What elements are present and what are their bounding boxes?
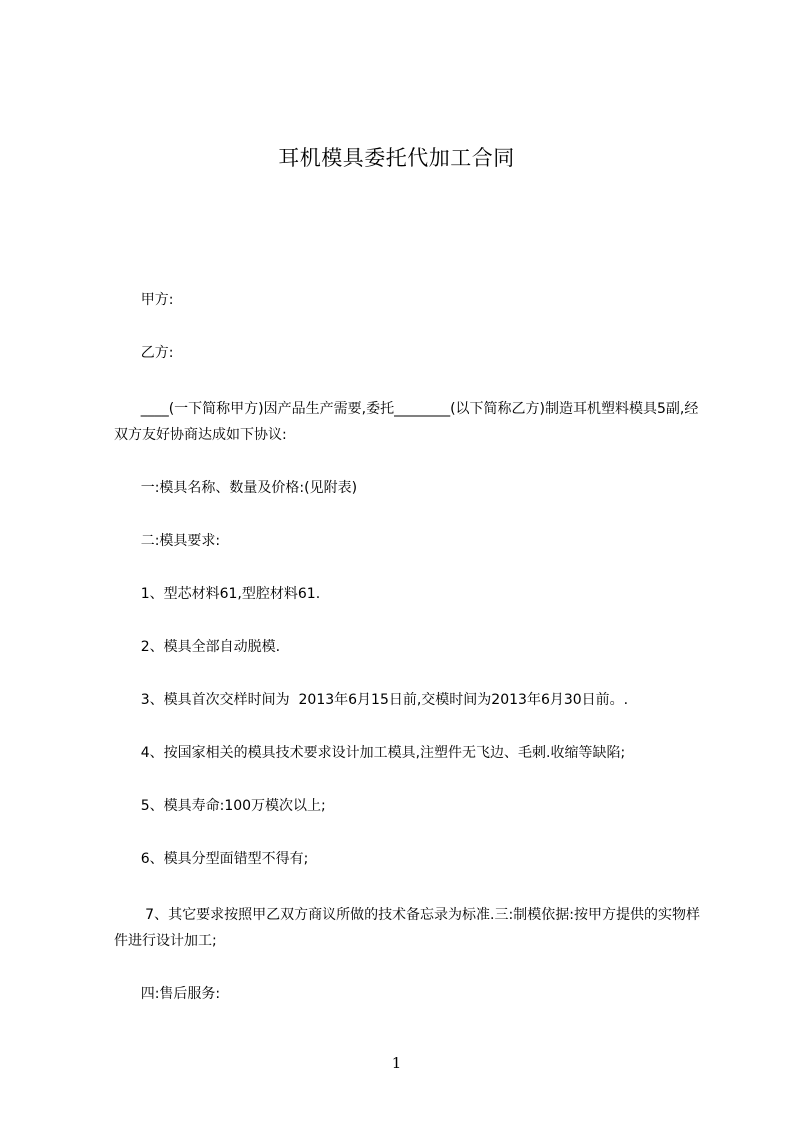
party-b-line: 乙方: <box>114 345 174 361</box>
requirement-item-3: 3、模具首次交样时间为 2013年6月15日前,交模时间为2013年6月30日前。. <box>114 692 629 708</box>
requirement-item-7: 7、其它要求按照甲乙双方商议所做的技术备忘录为标准.三:制模依据:按甲方提供的实物样件进行设计加工; <box>114 907 700 949</box>
section-1-heading: 一:模具名称、数量及价格:(见附表) <box>114 480 358 496</box>
section-4-heading: 四:售后服务: <box>114 986 221 1002</box>
party-a-line: 甲方: <box>114 292 174 308</box>
intro-paragraph: ____(一下简称甲方)因产品生产需要,委托________(以下简称乙方)制造耳机塑料模具5副,经双方友好协商达成如下协议: <box>114 401 699 443</box>
requirement-item-6: 6、模具分型面错型不得有; <box>114 851 309 867</box>
requirement-item-4: 4、按国家相关的模具技术要求设计加工模具,注塑件无飞边、毛刺.收缩等缺陷; <box>114 745 626 761</box>
section-2-heading: 二:模具要求: <box>114 533 221 549</box>
document-title: 耳机模具委托代加工合同 <box>278 146 515 170</box>
page-number: 1 <box>391 1054 402 1072</box>
requirement-item-1: 1、型芯材料61,型腔材料61. <box>114 586 321 602</box>
requirement-item-2: 2、模具全部自动脱模. <box>114 639 281 655</box>
requirement-item-5: 5、模具寿命:100万模次以上; <box>114 798 326 814</box>
